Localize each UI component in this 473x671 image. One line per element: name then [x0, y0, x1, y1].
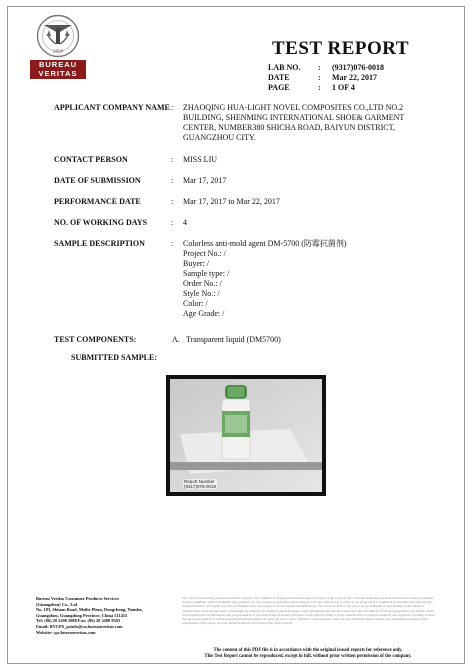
footer-note-line-2: This Test Report cannot be reproduced, except in full, without prior written permission of the company.	[204, 654, 412, 659]
footer-company-line: Website: cps.bureauveritas.com	[36, 629, 96, 635]
contact-label: CONTACT PERSON	[54, 155, 128, 164]
working-days-value: 4	[183, 218, 187, 227]
contact-colon: :	[171, 155, 174, 164]
applicant-row	[54, 103, 408, 143]
performance-row	[54, 197, 403, 207]
sample-row	[54, 239, 403, 319]
report-title: TEST REPORT	[272, 38, 409, 59]
sample-order-no: Order No.: /	[183, 279, 222, 288]
applicant-label: APPLICANT COMPANY NAME	[54, 103, 170, 112]
test-components-index: A.	[172, 335, 180, 344]
footer-company-line: (Guangzhou) Co., Ltd	[36, 601, 78, 607]
page-row	[268, 83, 384, 93]
lab-no-value: (9317)076-0018	[332, 63, 384, 72]
sample-color: Color: /	[183, 299, 208, 308]
working-days-row	[54, 218, 403, 228]
photo-report-line-2: (9317)076-0018	[184, 484, 217, 489]
date-value: Mar 22, 2017	[332, 73, 377, 82]
footer-company-info	[36, 596, 176, 635]
submission-value: Mar 17, 2017	[183, 176, 227, 185]
sample-bottle-image	[170, 379, 322, 492]
sample-buyer: Buyer: /	[183, 259, 209, 268]
sample-value: Colorless anti-mold agent DM-5700 (防霉抗菌剂)	[183, 239, 347, 248]
brand-line-2: VERITAS	[38, 68, 78, 78]
date-label: DATE	[268, 73, 290, 82]
footer-note	[158, 648, 458, 660]
footer-company-line: Email: BVCPS_pstnfo@cn.bureauveritas.com	[36, 623, 123, 629]
seal-year: 1828	[52, 48, 64, 54]
footer-note-line-1: The content of this PDF file is in accordance with the original issued reports for reference only.	[213, 648, 403, 653]
brand-line-1: BUREAU	[38, 60, 78, 69]
applicant-value: ZHAOQING HUA-LIGHT NOVEL COMPOSITES CO.,LTD NO.2 BUILDING, SHENMING INTERNATIONAL SHOE& GARMENT CENTER, NUMBER380 SHICHA ROAD, BAIYUN DISTRICT, GUANGZHOU CITY.	[183, 103, 405, 142]
working-days-label: NO. OF WORKING DAYS	[54, 218, 148, 227]
report-meta	[268, 63, 384, 93]
working-days-colon: :	[171, 218, 174, 227]
photo-report-line-1: Report Number	[184, 479, 215, 484]
sample-project-no: Project No.: /	[183, 249, 226, 258]
submission-label: DATE OF SUBMISSION	[54, 176, 141, 185]
footer-legal-text: This report is governed by and incorporated by reference, the Conditions of Testing as posted at the date of issuance of this report at http://www.bureauveritas.com/home/about-us/our-business/cps/about-us/terms-conditions/ and is intended for your exclusive use. Any copying or replication of this report to or for any other person or entity, or use of our name or trademark, is permitted only with our prior written permission. This report sets forth our findings solely with respect to the test samples identified herein. The results set forth in this report are not indicative or representative of the quality or characteristics of the lot from which a test sample was taken or any similar or identical product unless specifically and expressly noted. Our report includes all of the tests requested by you and the results thereof based upon the information that you provided to us. You have 60 days from date of issuance of this report to notify us of any material error or omission caused by our negligence, provided, however, that such notice shall be in writing and shall specifically address the issue you wish to raise. A failure to raise such issue within the prescribed time shall constitute your unqualified acceptance of the completeness of this report, the tests conducted and the correctness of the report contents.	[182, 596, 436, 626]
sample-photo	[166, 375, 326, 496]
performance-value: Mar 17, 2017 to Mar 22, 2017	[183, 197, 280, 206]
page-value: 1 OF 4	[332, 83, 355, 92]
footer-company-line: Bureau Veritas Consumer Products Services	[36, 596, 119, 601]
footer-company-line: No. 183, Shiuan Road, Meilie Plaza, Dongchong, Nansha,	[36, 607, 143, 613]
contact-row	[54, 155, 403, 165]
lab-no-colon: :	[318, 63, 321, 72]
brand-plate	[30, 60, 86, 79]
submitted-sample-label: SUBMITTED SAMPLE:	[71, 353, 158, 362]
seal-icon	[30, 14, 86, 58]
footer-company-line: Guangzhou, Guangdong Province, China 511453	[36, 612, 128, 618]
sample-details	[183, 239, 403, 319]
page-colon: :	[318, 83, 321, 92]
bureau-veritas-logo	[30, 14, 86, 79]
sample-style-no: Style No.: /	[183, 289, 220, 298]
test-components-row	[54, 335, 281, 344]
sample-label: SAMPLE DESCRIPTION	[54, 239, 145, 248]
performance-colon: :	[171, 197, 174, 206]
sample-colon: :	[171, 239, 174, 248]
sample-type: Sample type: /	[183, 269, 230, 278]
lab-no-label: LAB NO.	[268, 63, 301, 72]
sample-age-grade: Age Grade: /	[183, 309, 225, 318]
applicant-colon: :	[171, 103, 174, 112]
contact-value: MISS LIU	[183, 155, 218, 164]
test-components-value: Transparent liquid (DM5700)	[186, 335, 281, 344]
test-components-label: TEST COMPONENTS:	[54, 335, 137, 344]
photo-report-label	[183, 479, 217, 489]
footer-company-line: Tel: (86) 20 2290 2088 Fax: (86) 20 3490 9303	[36, 618, 121, 624]
submission-row	[54, 176, 403, 186]
date-row	[268, 73, 384, 83]
submission-colon: :	[171, 176, 174, 185]
performance-label: PERFORMANCE DATE	[54, 197, 141, 206]
date-colon: :	[318, 73, 321, 82]
lab-no-row	[268, 63, 384, 73]
page-label: PAGE	[268, 83, 290, 92]
